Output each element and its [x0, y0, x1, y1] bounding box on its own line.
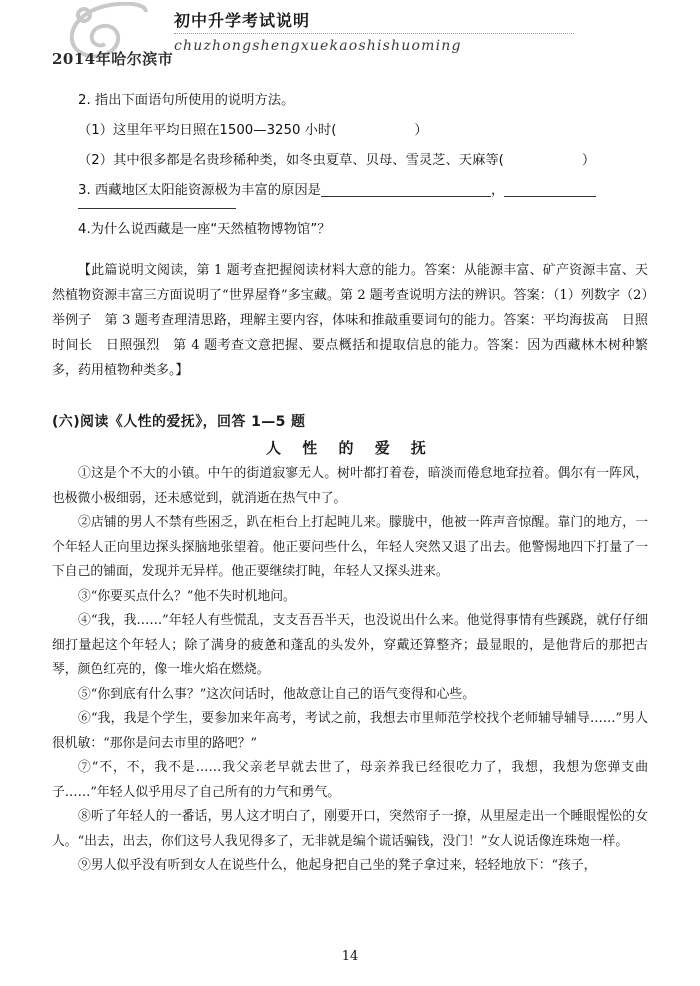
analysis-text: 【此篇说明文阅读，第 1 题考查把握阅读材料大意的能力。答案：从能源丰富、矿产资源丰富、天然植物资源丰富三方面说明了“世界屋脊”多宝藏。第 2 题考查说明方法的辨识。答案：（1）列数字（2）举例子 第 3 题考查理清思路，理解主要内容，体味和推敲重要词句的能力。答案：平均海拔高 日照时间长 日照强烈 第 4 题考查文意把握、要点概括和提取信息的能力。答案：因为西藏林木树种繁多，药用植物种类多。】	[52, 263, 648, 378]
question-3-text: 3. 西藏地区太阳能资源极为丰富的原因是	[78, 183, 321, 198]
header-year-city: 2014年哈尔滨市	[52, 50, 174, 68]
question-2-1: （1）这里年平均日照在1500—3250 小时( ）	[78, 123, 428, 138]
article-paragraph: ⑦“不，不，我不是……我父亲老早就去世了，母亲养我已经很吃力了，我想，我想为您弹支曲子……”年轻人似乎用尽了自己所有的力气和勇气。	[52, 760, 648, 800]
question-2-2-text: （2）其中很多都是名贵珍稀种类，如冬虫夏草、贝母、雪灵芝、天麻等(	[78, 153, 504, 168]
article-title: 人 性 的 爱 抚	[266, 439, 434, 457]
question-2-1-text: （1）这里年平均日照在1500—3250 小时(	[78, 123, 337, 138]
analysis-block	[52, 258, 648, 383]
page-number: 14	[341, 949, 359, 964]
section-heading: (六)阅读《人性的爱抚》，回答 1—5 题	[52, 414, 306, 430]
article-paragraph: ⑤“你到底有什么事？”这次问话时，他故意让自己的语气变得和心些。	[78, 686, 475, 702]
question-3-blank-1[interactable]	[321, 196, 491, 197]
page-header	[52, 0, 648, 86]
question-2: 2. 指出下面语句所使用的说明方法。	[78, 93, 295, 108]
article-paragraph: ⑨男人似乎没有听到女人在说些什么，他起身把自己坐的凳子拿过来，轻轻地放下：“孩子，	[78, 858, 597, 873]
article-paragraph: ⑥“我，我是个学生，要参加来年高考，考试之前，我想去市里师范学校找个老师辅导辅导……”男人很机敏：“那你是问去市里的路吧？”	[52, 711, 648, 751]
header-pinyin: chuzhongshengxuekaoshishuoming	[174, 38, 462, 54]
question-3-comma: ，	[490, 183, 505, 198]
question-2-2: （2）其中很多都是名贵珍稀种类，如冬虫夏草、贝母、雪灵芝、天麻等( ）	[78, 153, 596, 168]
page-title: 初中升学考试说明	[174, 11, 311, 30]
article-paragraph: ③“你要买点什么？”他不失时机地问。	[78, 588, 296, 604]
questions-block	[52, 88, 648, 242]
article-paragraph: ①这是个不大的小镇。中午的街道寂寥无人。树叶都打着卷，暗淡而倦怠地耷拉着。偶尔有一阵风，也极微小极细弱，还未感觉到，就消逝在热气中了。	[52, 466, 648, 506]
question-3	[52, 178, 648, 203]
question-3-blank-2[interactable]	[504, 196, 596, 197]
article-paragraph: ④“我，我……”年轻人有些慌乱，支支吾吾半天，也没说出什么来。他觉得事情有些蹊跷，就仔仔细细打量起这个年轻人；除了满身的疲惫和蓬乱的头发外，穿戴还算整齐；最显眼的，是他背后的那把古琴，颜色红亮的，像一堆火焰在燃烧。	[52, 613, 648, 677]
question-3-blank-3[interactable]	[78, 208, 236, 209]
question-4: 4.为什么说西藏是一座“天然植物博物馆”？	[78, 222, 331, 237]
article-paragraph: ②店铺的男人不禁有些困乏，趴在柜台上打起盹儿来。朦胧中，他被一阵声音惊醒。靠门的地方，一个年轻人正向里边探头探脑地张望着。他正要问些什么，年轻人突然又退了出去。他警惕地四下打量了一下自己的铺面，发现并无异样。他正要继续打盹，年轻人又探头进来。	[52, 515, 648, 579]
article-paragraph: ⑧听了年轻人的一番话，男人这才明白了，刚要开口，突然帘子一撩，从里屋走出一个睡眼惺忪的女人。“出去，出去，你们这号人我见得多了，无非就是编个谎话骗钱，没门！”女人说话像连珠炮一样。	[52, 809, 648, 849]
article-body	[52, 462, 648, 879]
header-divider	[174, 33, 574, 34]
